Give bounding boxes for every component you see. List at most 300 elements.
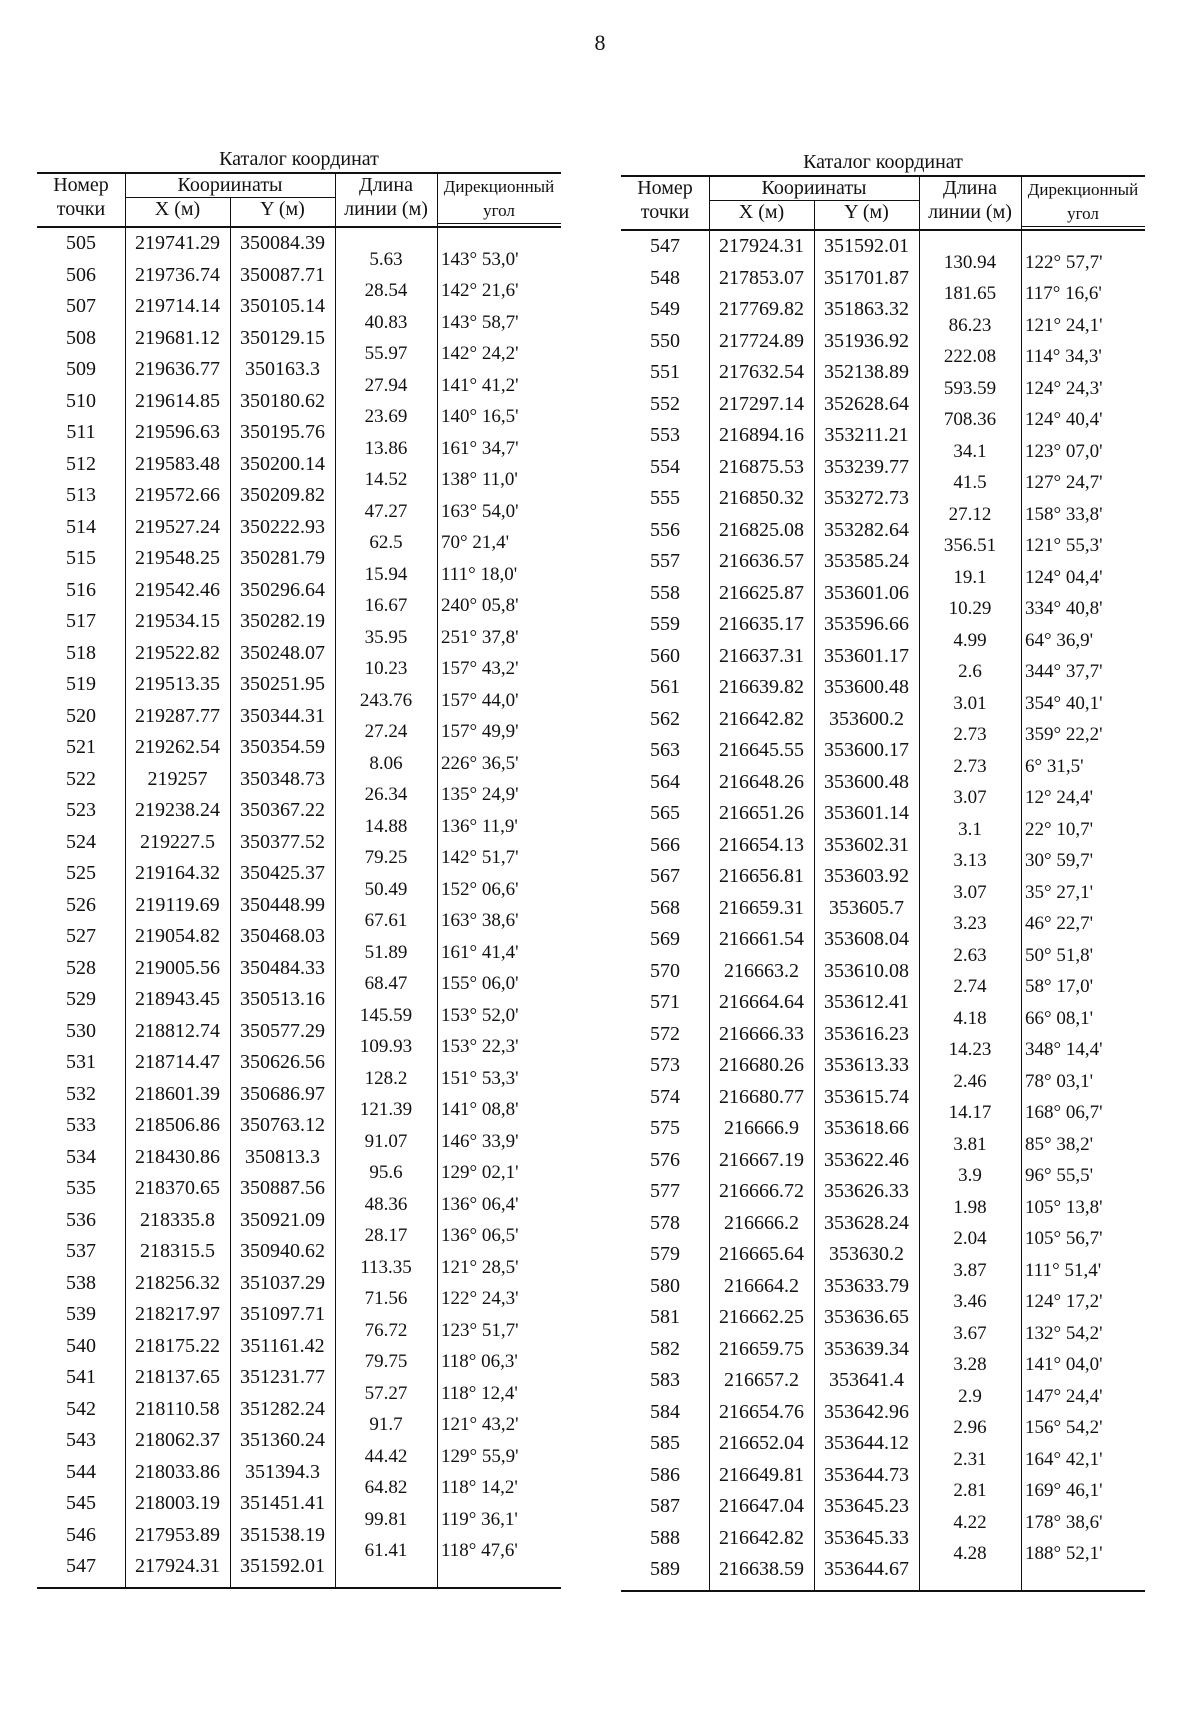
x-coordinate: 217724.89 [719,329,804,352]
y-coordinate: 350513.16 [240,988,325,1010]
y-coordinate: 353603.92 [824,865,909,887]
point-number: 513 [66,484,96,506]
y-coordinate: 351701.87 [824,266,909,289]
line-length: 61.41 [364,1540,408,1562]
y-coordinate: 352628.64 [824,392,909,415]
directional-angle: 136° 11,9' [441,815,518,837]
point-number: 559 [650,613,680,635]
directional-angle: 35° 27,1' [1025,881,1094,903]
point-number: 519 [66,673,96,695]
directional-angle: 157° 43,2' [441,658,519,680]
line-length: 3.9 [958,1165,982,1187]
point-number: 589 [650,1558,680,1580]
point-number: 521 [66,736,96,758]
x-coordinate: 216636.57 [719,550,804,572]
line-length: 3.1 [958,818,982,840]
y-coordinate: 350577.29 [240,1019,325,1042]
y-coordinate: 353618.66 [824,1117,909,1139]
y-coordinate: 353622.46 [824,1148,909,1171]
point-number: 568 [650,896,680,919]
point-number: 520 [66,704,96,727]
x-coordinate: 216656.81 [719,865,804,887]
x-coordinate: 219572.66 [135,484,220,506]
directional-angle: 161° 34,7' [441,437,519,459]
line-length: 2.74 [953,976,987,998]
point-number: 536 [66,1208,96,1231]
directional-angle: 118° 47,6' [441,1540,518,1562]
y-coordinate: 351360.24 [240,1429,325,1451]
x-coordinate: 216625.87 [719,581,804,604]
directional-angle: 6° 31,5' [1025,755,1084,777]
point-number: 532 [66,1082,96,1105]
directional-angle: 122° 57,7' [1025,251,1103,273]
point-number: 515 [66,547,96,569]
line-length: 64.82 [364,1477,408,1499]
point-number: 575 [650,1117,680,1139]
point-number: 508 [66,326,96,349]
line-length: 91.07 [364,1130,408,1152]
point-number: 538 [66,1271,96,1294]
line-length: 35.95 [364,626,408,648]
line-length: 40.83 [364,311,408,333]
x-coordinate: 218943.45 [135,988,220,1010]
x-coordinate: 216648.26 [719,770,804,793]
y-coordinate: 350282.19 [240,610,325,632]
y-coordinate: 353601.14 [824,802,909,824]
point-number: 586 [650,1463,680,1486]
line-length: 3.01 [953,692,987,714]
y-coordinate: 353639.34 [824,1337,909,1360]
directional-angle: 147° 24,4' [1025,1385,1103,1407]
x-coordinate: 216663.2 [724,959,799,982]
y-coordinate: 350468.03 [240,925,325,947]
y-coordinate: 350425.37 [240,862,325,884]
column-divider [335,174,336,226]
y-coordinate: 350180.62 [240,389,325,412]
x-coordinate: 218175.22 [135,1334,220,1357]
point-number: 573 [650,1054,680,1076]
line-length: 19.1 [953,566,987,588]
y-coordinate: 352138.89 [824,361,909,383]
y-coordinate: 351936.92 [824,329,909,352]
y-coordinate: 350209.82 [240,484,325,506]
line-length: 79.75 [364,1351,408,1373]
point-number: 564 [650,770,680,793]
x-coordinate: 216665.64 [719,1243,804,1265]
x-coordinate: 219681.12 [135,326,220,349]
y-coordinate: 350763.12 [240,1114,325,1136]
directional-angle: 118° 14,2' [441,1477,518,1499]
point-number: 534 [66,1145,96,1168]
point-number: 546 [66,1523,96,1546]
point-number: 551 [650,361,680,383]
point-number: 510 [66,389,96,412]
line-length: 14.52 [364,469,408,491]
point-number: 571 [650,991,680,1013]
directional-angle: 66° 08,1' [1025,1007,1094,1029]
x-coordinate: 219534.15 [135,610,220,632]
header-y: Y (м) [260,198,305,220]
x-coordinate: 219257 [147,767,208,790]
directional-angle: 136° 06,5' [441,1225,519,1247]
point-number: 516 [66,578,96,601]
x-coordinate: 216664.2 [724,1274,799,1297]
x-coordinate: 216645.55 [719,739,804,761]
line-length: 76.72 [364,1319,408,1341]
point-number: 555 [650,487,680,509]
directional-angle: 117° 16,6' [1025,283,1102,305]
point-number: 517 [66,610,96,632]
y-coordinate: 353642.96 [824,1400,909,1423]
directional-angle: 240° 05,8' [441,595,519,617]
x-coordinate: 219614.85 [135,389,220,412]
x-coordinate: 216642.82 [719,707,804,730]
line-length: 113.35 [360,1256,412,1278]
line-length: 1.98 [953,1196,987,1218]
y-coordinate: 350248.07 [240,641,325,664]
y-coordinate: 350344.31 [240,704,325,727]
x-coordinate: 216654.13 [719,833,804,856]
point-number: 549 [650,298,680,320]
table-body [621,231,1145,1592]
directional-angle: 143° 58,7' [441,311,519,333]
directional-angle: 105° 13,8' [1025,1196,1103,1218]
x-coordinate: 216635.17 [719,613,804,635]
y-coordinate: 351037.29 [240,1271,325,1294]
x-coordinate: 218033.86 [135,1460,220,1483]
directional-angle: 129° 02,1' [441,1162,519,1184]
directional-angle: 161° 41,4' [441,941,519,963]
point-number: 567 [650,865,680,887]
directional-angle: 141° 04,0' [1025,1354,1103,1376]
line-length: 14.17 [948,1102,992,1124]
directional-angle: 122° 24,3' [441,1288,519,1310]
x-coordinate: 216666.2 [724,1211,799,1234]
point-number: 529 [66,988,96,1010]
line-length: 121.39 [359,1099,413,1121]
line-length: 8.06 [369,752,403,774]
x-coordinate: 219636.77 [135,358,220,380]
directional-angle: 70° 21,4' [441,532,510,554]
line-length: 4.22 [953,1511,987,1533]
line-length: 14.88 [364,815,408,837]
directional-angle: 169° 46,1' [1025,1480,1103,1502]
point-number: 518 [66,641,96,664]
y-coordinate: 351161.42 [240,1334,325,1357]
point-number: 552 [650,392,680,415]
line-length: 99.81 [364,1508,408,1530]
x-coordinate: 216666.9 [724,1117,799,1139]
y-coordinate: 350448.99 [240,893,325,916]
y-coordinate: 353596.66 [824,613,909,635]
line-length: 50.49 [364,878,408,900]
point-number: 574 [650,1085,680,1108]
x-coordinate: 219164.32 [135,862,220,884]
y-coordinate: 350887.56 [240,1177,325,1199]
directional-angle: 105° 56,7' [1025,1228,1103,1250]
point-number: 566 [650,833,680,856]
x-coordinate: 216661.54 [719,928,804,950]
directional-angle: 12° 24,4' [1025,787,1094,809]
y-coordinate: 350163.3 [245,358,320,380]
column-divider [1021,177,1022,229]
y-coordinate: 353602.31 [824,833,909,856]
y-coordinate: 350084.39 [240,232,325,254]
column-divider [125,174,126,226]
directional-angle: 141° 08,8' [441,1099,519,1121]
point-number: 582 [650,1337,680,1360]
x-coordinate: 219513.35 [135,673,220,695]
header-number-bottom: точки [56,198,106,220]
line-length: 67.61 [364,910,408,932]
point-number: 577 [650,1180,680,1202]
y-coordinate: 351231.77 [240,1366,325,1388]
x-coordinate: 219596.63 [135,421,220,443]
directional-angle: 354° 40,1' [1025,692,1103,714]
y-coordinate: 353239.77 [824,455,909,478]
point-number: 527 [66,925,96,947]
x-coordinate: 216651.26 [719,802,804,824]
directional-angle: 164° 42,1' [1025,1448,1103,1470]
directional-angle: 111° 18,0' [441,563,518,585]
x-coordinate: 219054.82 [135,925,220,947]
line-length: 44.42 [364,1445,408,1467]
point-number: 579 [650,1243,680,1265]
x-coordinate: 218335.8 [140,1208,215,1231]
point-number: 583 [650,1369,680,1391]
point-number: 539 [66,1303,96,1325]
line-length: 2.46 [953,1070,987,1092]
line-length: 55.97 [364,343,408,365]
catalog-title: Каталог координат [803,151,963,173]
line-length: 2.73 [953,755,987,777]
y-coordinate: 353615.74 [824,1085,909,1108]
directional-angle: 146° 33,9' [441,1130,519,1152]
directional-angle: 163° 54,0' [441,500,519,522]
line-length: 2.96 [953,1417,987,1439]
x-coordinate: 217769.82 [719,298,804,320]
x-coordinate: 217924.31 [135,1555,220,1577]
line-length: 3.07 [953,787,987,809]
directional-angle: 124° 17,2' [1025,1291,1103,1313]
coordinate-catalog-right [621,149,1145,1592]
directional-angle: 119° 36,1' [441,1508,518,1530]
x-coordinate: 218315.5 [140,1240,215,1262]
x-coordinate: 216639.82 [719,676,804,698]
point-number: 553 [650,424,680,446]
directional-angle: 359° 22,2' [1025,724,1103,746]
header-length-top: Длина [359,174,413,196]
point-number: 543 [66,1429,96,1451]
directional-angle: 123° 51,7' [441,1319,519,1341]
x-coordinate: 216894.16 [719,424,804,446]
line-length: 28.17 [364,1225,408,1247]
directional-angle: 334° 40,8' [1025,598,1103,620]
y-coordinate: 351282.24 [240,1397,325,1420]
line-length: 51.89 [364,941,408,963]
directional-angle: 143° 53,0' [441,248,519,270]
line-length: 3.23 [953,913,987,935]
x-coordinate: 216666.33 [719,1022,804,1045]
y-coordinate: 350348.73 [240,767,325,790]
point-number: 556 [650,518,680,541]
header-angle-bottom: угол [1067,204,1099,223]
point-number: 525 [66,862,96,884]
y-coordinate: 353600.48 [824,770,909,793]
x-coordinate: 218256.32 [135,1271,220,1294]
directional-angle: 123° 07,0' [1025,440,1103,462]
line-length: 2.63 [953,944,987,966]
x-coordinate: 218714.47 [135,1051,220,1073]
y-coordinate: 350296.64 [240,578,325,601]
x-coordinate: 218370.65 [135,1177,220,1199]
header-x: X (м) [738,201,785,223]
x-coordinate: 216850.32 [719,487,804,509]
line-length: 16.67 [364,595,408,617]
x-coordinate: 216657.2 [724,1369,799,1391]
line-length: 48.36 [364,1193,408,1215]
point-number: 528 [66,956,96,979]
point-number: 578 [650,1211,680,1234]
directional-angle: 142° 51,7' [441,847,519,869]
directional-angle: 152° 06,6' [441,878,519,900]
x-coordinate: 217953.89 [135,1523,220,1546]
table-header [37,172,561,228]
point-number: 585 [650,1432,680,1454]
line-length: 3.81 [953,1133,987,1155]
y-coordinate: 353610.08 [824,959,909,982]
directional-angle: 142° 21,6' [441,280,519,302]
line-length: 62.5 [369,532,403,554]
header-coords: Коориинаты [177,174,283,196]
point-number: 524 [66,830,96,853]
y-coordinate: 351538.19 [240,1523,325,1546]
point-number: 535 [66,1177,96,1199]
point-number: 542 [66,1397,96,1420]
x-coordinate: 219527.24 [135,515,220,538]
x-coordinate: 216667.19 [719,1148,804,1171]
x-coordinate: 218137.65 [135,1366,220,1388]
directional-angle: 153° 22,3' [441,1036,519,1058]
y-coordinate: 353272.73 [824,487,909,509]
directional-angle: 156° 54,2' [1025,1417,1103,1439]
y-coordinate: 353613.33 [824,1054,909,1076]
point-number: 563 [650,739,680,761]
directional-angle: 141° 41,2' [441,374,519,396]
y-coordinate: 350813.3 [245,1145,320,1168]
directional-angle: 121° 43,2' [441,1414,519,1436]
y-coordinate: 353612.41 [824,991,909,1013]
line-length: 181.65 [943,283,997,305]
x-coordinate: 218062.37 [135,1429,220,1451]
line-length: 3.07 [953,881,987,903]
point-number: 514 [66,515,96,538]
y-coordinate: 353600.2 [829,707,904,730]
directional-angle: 135° 24,9' [441,784,519,806]
x-coordinate: 219262.54 [135,736,220,758]
y-coordinate: 353608.04 [824,928,909,950]
y-coordinate: 353628.24 [824,1211,909,1234]
directional-angle: 58° 17,0' [1025,976,1094,998]
y-coordinate: 353644.12 [824,1432,909,1454]
header-divider [1021,226,1145,227]
line-length: 3.13 [953,850,987,872]
y-coordinate: 353601.17 [824,644,909,667]
header-length-top: Длина [943,177,997,199]
x-coordinate: 216664.64 [719,991,804,1013]
header-angle-bottom: угол [483,201,515,220]
column-divider [230,197,231,226]
line-length: 2.81 [953,1480,987,1502]
x-coordinate: 216659.75 [719,1337,804,1360]
point-number: 570 [650,959,680,982]
x-coordinate: 219287.77 [135,704,220,727]
y-coordinate: 353645.23 [824,1495,909,1517]
directional-angle: 50° 51,8' [1025,944,1094,966]
point-number: 565 [650,802,680,824]
x-coordinate: 216659.31 [719,896,804,919]
x-coordinate: 219583.48 [135,452,220,475]
y-coordinate: 350200.14 [240,452,325,475]
point-number: 545 [66,1492,96,1514]
line-length: 95.6 [369,1162,403,1184]
directional-angle: 121° 24,1' [1025,314,1103,336]
x-coordinate: 217632.54 [719,361,804,383]
x-coordinate: 217297.14 [719,392,804,415]
line-length: 15.94 [364,563,408,585]
y-coordinate: 353630.2 [829,1243,904,1265]
directional-angle: 142° 24,2' [441,343,519,365]
y-coordinate: 350686.97 [240,1082,325,1105]
line-length: 222.08 [943,346,997,368]
x-coordinate: 219119.69 [135,893,220,916]
x-coordinate: 218506.86 [135,1114,220,1136]
y-coordinate: 351394.3 [245,1460,320,1483]
table-header [621,175,1145,231]
directional-angle: 163° 38,6' [441,910,519,932]
y-coordinate: 350087.71 [240,263,325,286]
x-coordinate: 218601.39 [135,1082,220,1105]
point-number: 547 [650,235,680,257]
line-length: 10.23 [364,658,408,680]
y-coordinate: 353585.24 [824,550,909,572]
header-angle-top: Дирекционный [1027,180,1139,199]
x-coordinate: 219542.46 [135,578,220,601]
coordinate-catalog-left [37,146,561,1589]
y-coordinate: 350354.59 [240,736,325,758]
directional-angle: 22° 10,7' [1025,818,1094,840]
column-divider [437,174,438,226]
x-coordinate: 216652.04 [719,1432,804,1454]
directional-angle: 157° 44,0' [441,689,519,711]
y-coordinate: 351592.01 [240,1555,325,1577]
y-coordinate: 353644.67 [824,1558,909,1580]
line-length: 356.51 [943,535,997,557]
point-number: 572 [650,1022,680,1045]
point-number: 507 [66,295,96,317]
column-divider [814,200,815,229]
point-number: 512 [66,452,96,475]
y-coordinate: 353636.65 [824,1306,909,1328]
point-number: 523 [66,799,96,821]
column-divider [709,177,710,229]
point-number: 550 [650,329,680,352]
line-length: 23.69 [364,406,408,428]
directional-angle: 153° 52,0' [441,1004,519,1026]
directional-angle: 96° 55,5' [1025,1165,1094,1187]
directional-angle: 251° 37,8' [441,626,519,648]
point-number: 533 [66,1114,96,1136]
